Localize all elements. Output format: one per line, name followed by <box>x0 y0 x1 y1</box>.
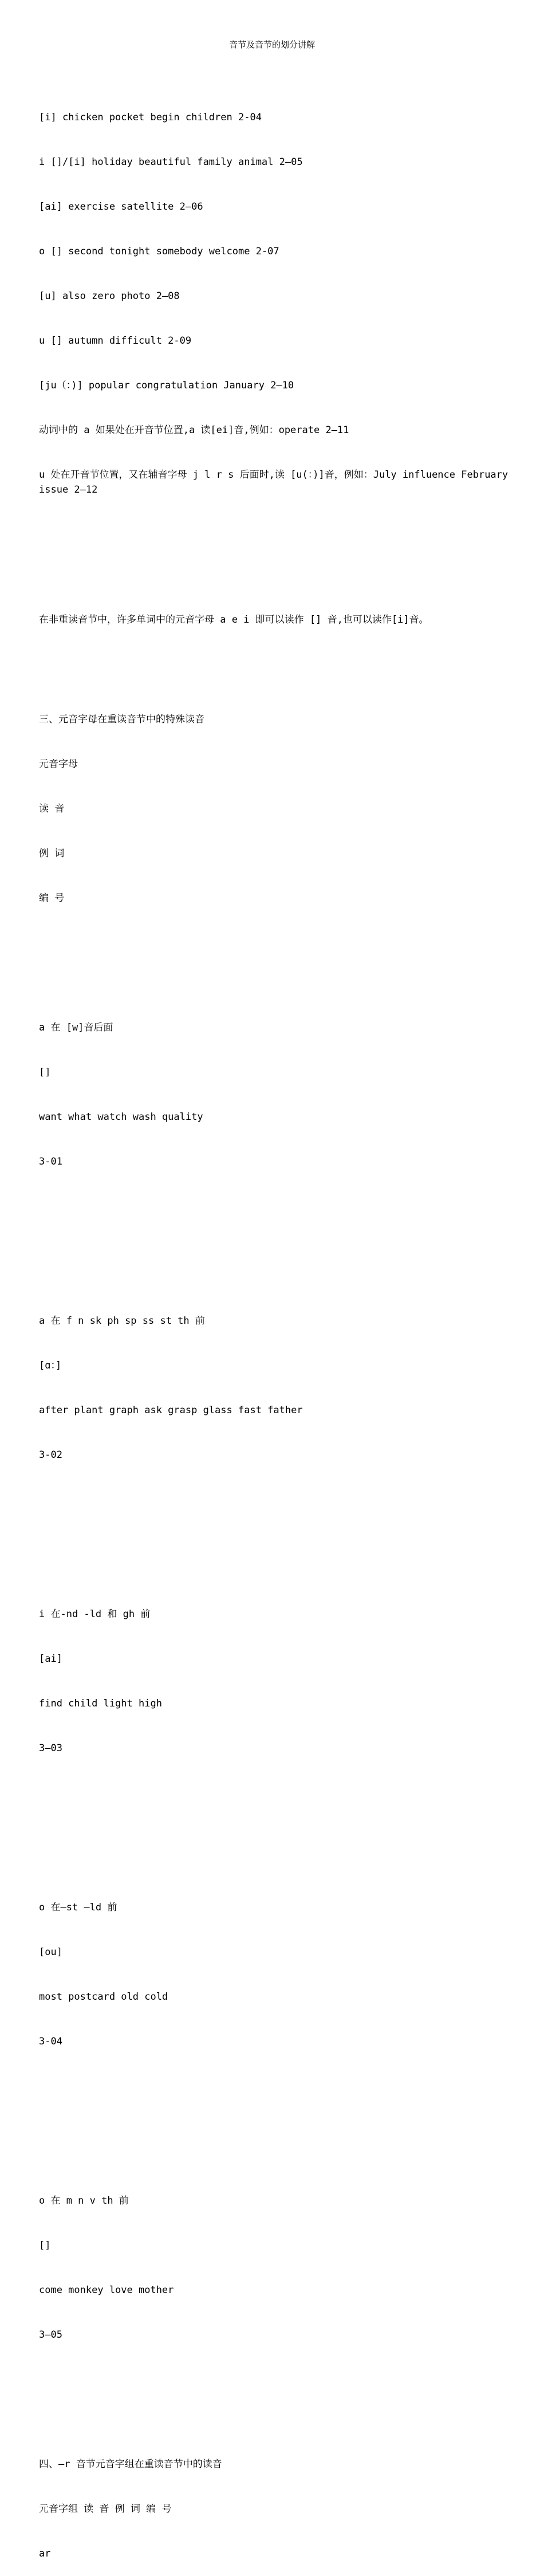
page-title: 音节及音节的划分讲解 <box>228 40 315 50</box>
list-item: [ai] exercise satellite 2—06 <box>39 201 203 213</box>
row-sound: [] <box>39 1067 51 1078</box>
table-row <box>39 1577 514 1785</box>
section-heading: 三、元音字母在重读音节中的特殊读音 <box>39 714 204 725</box>
row-letter: o 在 m n v th 前 <box>39 2195 129 2207</box>
row-code: 3-01 <box>39 1156 62 1167</box>
row-letter: o 在—st —ld 前 <box>39 1902 117 1913</box>
table-row <box>39 990 514 1199</box>
document-body <box>39 50 514 2576</box>
list-item: [i] chicken pocket begin children 2-04 <box>39 112 262 123</box>
table-header: 例 词 <box>39 848 65 859</box>
table-row <box>39 1870 514 2079</box>
row-letter: i 在-nd -ld 和 gh 前 <box>39 1608 151 1620</box>
row-sound: [ai] <box>39 1653 62 1665</box>
row-examples: want what watch wash quality <box>39 1111 203 1123</box>
list-item: o [] second tonight somebody welcome 2-07 <box>39 246 279 257</box>
row-sound: [ɑ：] <box>39 1360 62 1371</box>
row-sound: [] <box>39 2240 51 2251</box>
table-row <box>39 1284 514 1492</box>
note-paragraph: 在非重读音节中，许多单词中的元音字母 a e i 即可以读作 [] 音,也可以读作[i]音。 <box>39 614 429 626</box>
row-sound: [ou] <box>39 1946 62 1958</box>
section-heading: 四、—r 音节元音字组在重读音节中的读音 <box>39 2459 222 2470</box>
table-header: 元音字组 读 音 例 词 编 号 <box>39 2503 172 2515</box>
table-header: 元音字母 <box>39 758 78 770</box>
row-examples: most postcard old cold <box>39 1991 168 2003</box>
list-item: u 处在开音节位置，又在辅音字母 j l r s 后面时,读 [u(：)]音，例如：July influence February issue 2—12 <box>39 469 508 495</box>
row-letter: ar <box>39 2548 51 2559</box>
row-letter: a 在 [w]音后面 <box>39 1022 113 1033</box>
section2-list <box>39 80 514 527</box>
row-code: 3—03 <box>39 1743 62 1754</box>
row-examples: find child light high <box>39 1698 162 1709</box>
row-examples: come monkey love mother <box>39 2284 174 2296</box>
list-item: i []/[i] holiday beautiful family animal 2—05 <box>39 156 303 168</box>
row-letter: a 在 f n sk ph sp ss st th 前 <box>39 1315 205 1327</box>
table-row <box>39 2164 514 2372</box>
list-item: u [] autumn difficult 2-09 <box>39 335 192 347</box>
row-code: 3—05 <box>39 2329 62 2341</box>
row-code: 3-02 <box>39 1449 62 1461</box>
list-item: [ju（：)] popular congratulation January 2—10 <box>39 380 294 391</box>
row-examples: after plant graph ask grasp glass fast father <box>39 1405 303 1416</box>
table-header: 编 号 <box>39 892 65 904</box>
row-code: 3-04 <box>39 2036 62 2047</box>
list-item: 动词中的 a 如果处在开音节位置,a 读[ei]音,例如：operate 2—11 <box>39 424 349 436</box>
table-header: 读 音 <box>39 803 65 815</box>
list-item: [u] also zero photo 2—08 <box>39 290 180 302</box>
